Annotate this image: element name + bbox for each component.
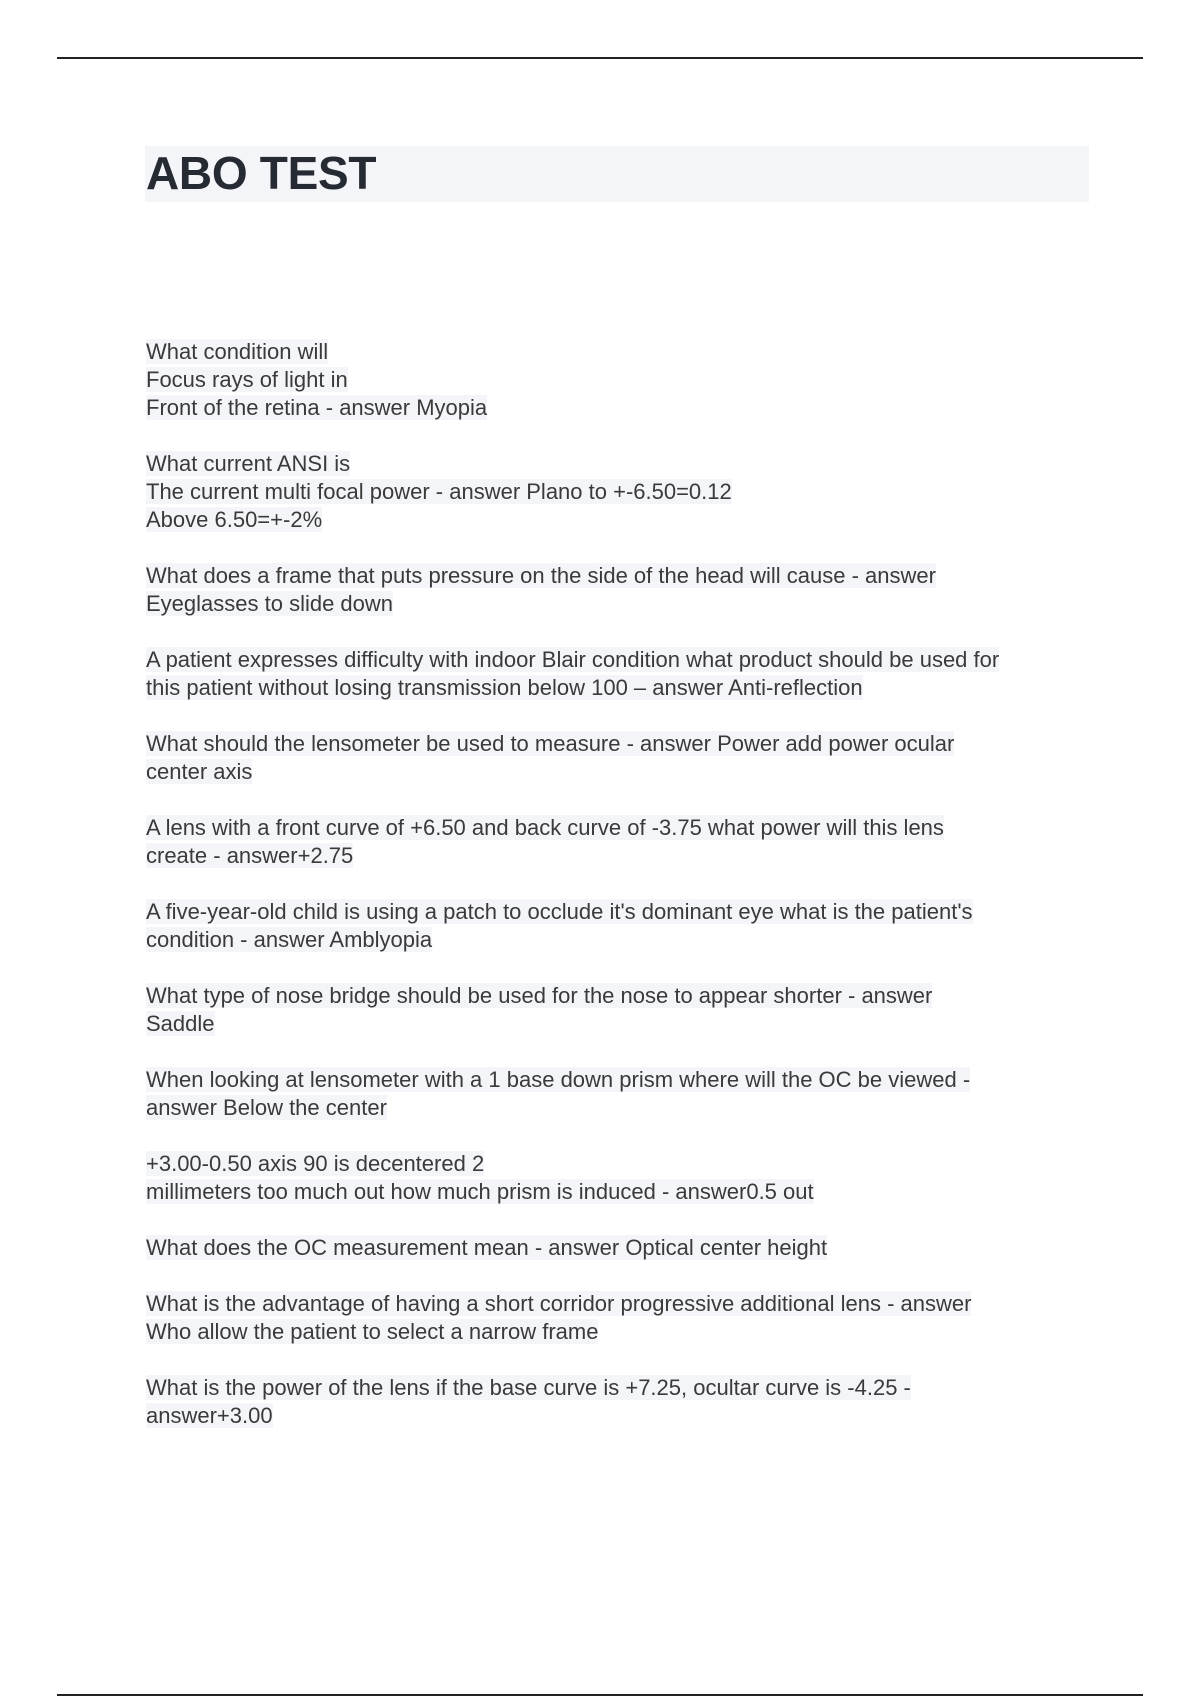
question-text: What condition will (146, 339, 329, 364)
question-item (146, 1290, 1096, 1346)
question-line (146, 338, 1096, 366)
question-item (146, 338, 1096, 422)
question-line (146, 758, 1096, 786)
question-text: this patient without losing transmission below 100 – answer Anti-reflection (146, 675, 863, 700)
question-line (146, 562, 1096, 590)
question-text: millimeters too much out how much prism is induced - answer0.5 out (146, 1179, 814, 1204)
question-item (146, 898, 1096, 954)
question-line (146, 730, 1096, 758)
question-line (146, 646, 1096, 674)
question-text: What is the power of the lens if the base curve is +7.25, ocultar curve is -4.25 - (146, 1375, 911, 1400)
question-line (146, 674, 1096, 702)
question-text: answer+3.00 (146, 1403, 273, 1428)
question-line (146, 450, 1096, 478)
question-item (146, 450, 1096, 534)
page-title: ABO TEST (146, 147, 377, 199)
question-line (146, 506, 1096, 534)
question-line (146, 982, 1096, 1010)
question-text: Focus rays of light in (146, 367, 348, 392)
question-line (146, 1374, 1096, 1402)
question-line (146, 1318, 1096, 1346)
question-text: Saddle (146, 1011, 215, 1036)
question-item (146, 1234, 1096, 1262)
question-text: center axis (146, 759, 253, 784)
question-line (146, 842, 1096, 870)
question-line (146, 1402, 1096, 1430)
question-text: create - answer+2.75 (146, 843, 354, 868)
question-text: A five-year-old child is using a patch to occlude it's dominant eye what is the patient's (146, 899, 973, 924)
question-text: condition - answer Amblyopia (146, 927, 433, 952)
question-line (146, 898, 1096, 926)
question-line (146, 366, 1096, 394)
question-text: A lens with a front curve of +6.50 and back curve of -3.75 what power will this lens (146, 815, 944, 840)
question-text: What current ANSI is (146, 451, 351, 476)
question-item (146, 646, 1096, 702)
question-text: What does the OC measurement mean - answer Optical center height (146, 1235, 828, 1260)
question-item (146, 982, 1096, 1038)
question-line (146, 1094, 1096, 1122)
question-line (146, 1178, 1096, 1206)
top-divider (57, 57, 1143, 59)
question-item (146, 1066, 1096, 1122)
question-line (146, 1150, 1096, 1178)
bottom-divider (57, 1694, 1143, 1696)
question-line (146, 926, 1096, 954)
question-item (146, 730, 1096, 786)
question-line (146, 394, 1096, 422)
question-line (146, 478, 1096, 506)
question-text: Who allow the patient to select a narrow frame (146, 1319, 599, 1344)
question-text: Above 6.50=+-2% (146, 507, 323, 532)
question-line (146, 1290, 1096, 1318)
question-line (146, 1234, 1096, 1262)
question-text: What is the advantage of having a short corridor progressive additional lens - answer (146, 1291, 972, 1316)
question-text: What should the lensometer be used to measure - answer Power add power ocular (146, 731, 955, 756)
question-line (146, 814, 1096, 842)
question-text: Eyeglasses to slide down (146, 591, 394, 616)
question-text: A patient expresses difficulty with indoor Blair condition what product should be used for (146, 647, 1000, 672)
question-item (146, 562, 1096, 618)
question-list (146, 338, 1096, 1458)
question-item (146, 1150, 1096, 1206)
question-line (146, 1066, 1096, 1094)
question-text: answer Below the center (146, 1095, 387, 1120)
question-text: Front of the retina - answer Myopia (146, 395, 488, 420)
question-text: What does a frame that puts pressure on the side of the head will cause - answer (146, 563, 936, 588)
question-text: +3.00-0.50 axis 90 is decentered 2 (146, 1151, 485, 1176)
question-line (146, 590, 1096, 618)
question-text: What type of nose bridge should be used for the nose to appear shorter - answer (146, 983, 933, 1008)
question-text: When looking at lensometer with a 1 base down prism where will the OC be viewed - (146, 1067, 971, 1092)
question-item (146, 814, 1096, 870)
question-item (146, 1374, 1096, 1430)
question-line (146, 1010, 1096, 1038)
question-text: The current multi focal power - answer Plano to +-6.50=0.12 (146, 479, 732, 504)
